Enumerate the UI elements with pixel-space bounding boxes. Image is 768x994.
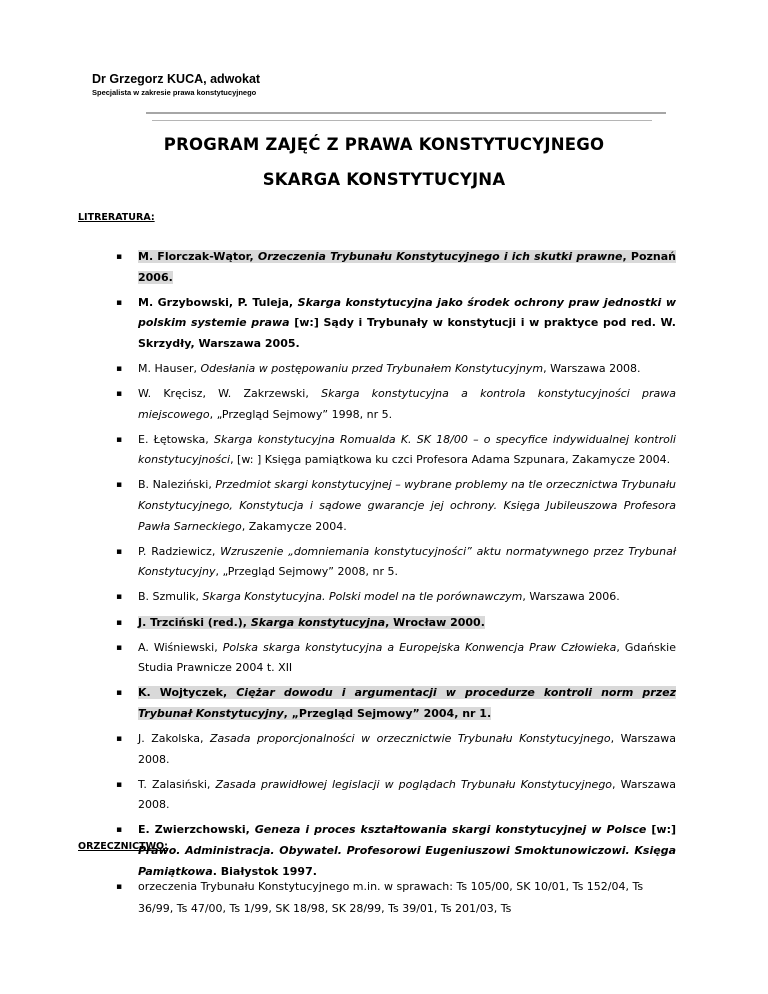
item-title: Wzruszenie „domniemania konstytucyjności” aktu normatywnego przez Trybunał Konstytucyjny xyxy=(138,544,676,579)
item-text: , Warszawa 2008. xyxy=(543,361,641,375)
item-text: , „Przegląd Sejmowy” 2008, nr 5. xyxy=(215,565,398,579)
item-title: Orzeczenia Trybunału Konstytucyjnego i ich skutki prawne xyxy=(257,250,623,263)
item-title: Skarga konstytucyjna jako środek ochrony praw jednostki w polskim systemie prawa xyxy=(138,295,677,330)
item-title: Ciężar dowodu i argumentacji w procedurze kontroli norm przez Trybunał Konstytucyjny xyxy=(138,686,676,720)
item-title: Skarga Konstytucyjna. Polski model na tle porównawczym xyxy=(202,590,523,604)
item-title: Polska skarga konstytucyjna a Europejska Konwencja Praw Człowieka xyxy=(222,640,617,654)
item-text: [w:] xyxy=(646,823,676,837)
literature-item xyxy=(116,775,676,816)
literature-item xyxy=(116,638,676,679)
literature-item xyxy=(116,613,676,634)
item-text: , Warszawa 2008. xyxy=(138,731,676,766)
author-specialization: Specjalista w zakresie prawa konstytucyjnego xyxy=(92,88,257,97)
item-text: B. Naleziński, xyxy=(138,478,216,492)
item-text: , [w: ] Księga pamiątkowa ku czci Profesora Adama Szpunara, Zakamycze 2004. xyxy=(230,453,671,467)
item-text: , Warszawa 2006. xyxy=(522,590,620,604)
item-text: , Gdańskie Studia Prawnicze 2004 t. XII xyxy=(138,640,676,675)
item-text: , Warszawa 2008. xyxy=(138,777,676,812)
item-text: , Wrocław 2000. xyxy=(385,615,485,629)
item-text: , Zakamycze 2004. xyxy=(241,519,347,533)
item-text: A. Wiśniewski, xyxy=(138,640,223,654)
item-text: W. Kręcisz, W. Zakrzewski, xyxy=(138,387,322,401)
literature-item xyxy=(116,542,676,583)
jurisprudence-list xyxy=(116,876,676,920)
document-title: PROGRAM ZAJĘĆ Z PRAWA KONSTYTUCYJNEGO xyxy=(163,135,605,154)
item-text: E. Zwierzchowski, xyxy=(138,823,255,837)
item-text: , „Przegląd Sejmowy” 2004, nr 1. xyxy=(283,706,492,720)
literature-item xyxy=(116,820,676,882)
jurisprudence-item: ▪ orzeczenia Trybunału Konstytucyjnego m.in. w sprawach: Ts 105/00, SK 10/01, Ts 152/04, Ts 36/99, Ts 47/00, Ts 1/99, SK 18/98, SK 28/99, Ts 39/01, Ts 201/03, Ts xyxy=(116,876,676,920)
item-text: M. Hauser, xyxy=(138,361,201,375)
letterhead xyxy=(92,72,260,97)
item-title: Zasada prawidłowej legislacji w poglądach Trybunału Konstytucyjnego xyxy=(215,777,613,791)
item-text: E. Łętowska, xyxy=(138,432,215,446)
literature-item xyxy=(116,475,676,537)
item-text: T. Zalasiński, xyxy=(138,777,216,791)
item-title: Skarga konstytucyjna a kontrola konstytucyjności prawa miejscowego xyxy=(138,387,676,421)
jurisprudence-heading: ORZECZNICTWO: xyxy=(78,841,168,852)
literature-item xyxy=(116,430,676,471)
literature-item xyxy=(116,293,676,355)
item-text: P. Radziewicz, xyxy=(138,544,221,558)
document-subtitle: SKARGA KONSTYTUCYJNA xyxy=(262,170,506,189)
header-divider-thin xyxy=(152,120,652,121)
item-title: Geneza i proces kształtowania skargi konstytucyjnej w Polsce xyxy=(254,823,647,837)
item-title: Prawo. Administracja. Obywatel. Profesorowi Eugeniuszowi Smoktunowiczowi. Księga Pamiątkowa xyxy=(138,843,676,878)
literature-item xyxy=(116,359,676,380)
header-divider xyxy=(146,112,666,114)
literature-heading: LITRERATURA: xyxy=(78,212,155,223)
item-title: Skarga konstytucyjna Romualda K. SK 18/00 – o specyfice indywidualnej kontroli konstytucyjności xyxy=(138,432,676,467)
literature-item xyxy=(116,587,676,608)
item-text: [w:] Sądy i Trybunały w konstytucji i w praktyce pod red. W. Skrzydły, Warszawa 2005. xyxy=(138,316,676,350)
item-text: M. Grzybowski, P. Tuleja, xyxy=(138,295,298,309)
item-title: Zasada proporcjonalności w orzecznictwie Trybunału Konstytucyjnego xyxy=(209,731,611,745)
item-text: , Poznań 2006. xyxy=(138,250,676,284)
literature-item xyxy=(116,384,676,425)
literature-item xyxy=(116,247,676,288)
item-text: . Białystok 1997. xyxy=(212,864,317,878)
item-text: J. Zakolska, xyxy=(138,731,210,745)
item-title: Przedmiot skargi konstytucyjnej – wybrane problemy na tle orzecznictwa Trybunału Konstytucyjnego, Konstytucja i sądowe gwarancje jej ochrony. Księga Jubileuszowa Profesora Pawła Sarneckiego xyxy=(138,478,676,533)
item-text: , „Przegląd Sejmowy” 1998, nr 5. xyxy=(209,407,393,421)
item-text: B. Szmulik, xyxy=(138,590,203,604)
literature-item xyxy=(116,683,676,724)
item-text: K. Wojtyczek, xyxy=(138,686,237,700)
item-title: Skarga konstytucyjna xyxy=(250,615,386,629)
item-text: M. Florczak-Wątor, xyxy=(138,250,258,263)
literature-list xyxy=(116,247,676,887)
item-title: Odesłania w postępowaniu przed Trybunałem Konstytucyjnym xyxy=(200,361,544,375)
author-name: Dr Grzegorz KUCA, adwokat xyxy=(92,72,261,86)
literature-item xyxy=(116,729,676,770)
item-text: J. Trzciński (red.), xyxy=(138,615,251,629)
